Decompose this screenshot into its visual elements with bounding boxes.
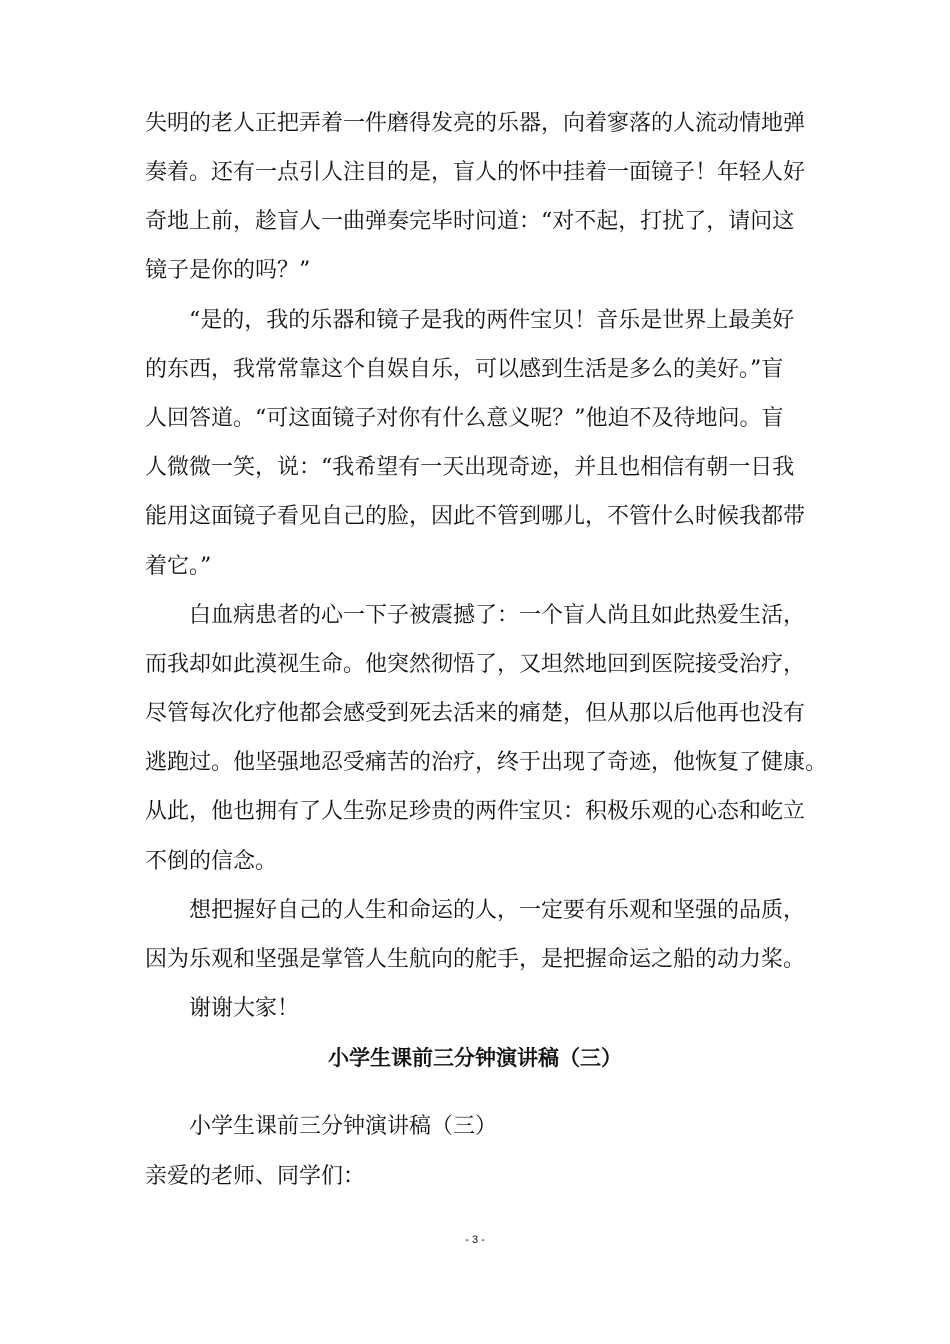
paragraph-3-line-4: 逃跑过。他坚强地忍受痛苦的治疗，终于出现了奇迹，他恢复了健康。 <box>145 750 828 775</box>
paragraph-2-line-3: 人回答道。“可这面镜子对你有什么意义呢？”他迫不及待地问。盲 <box>145 406 784 431</box>
paragraph-3-line-1: 白血病患者的心一下子被震撼了：一个盲人尚且如此热爱生活， <box>189 603 806 628</box>
page-number: - 3 - <box>465 1234 485 1246</box>
paragraph-2-line-2: 的东西，我常常靠这个自娱自乐，可以感到生活是多么的美好。”盲 <box>145 357 784 382</box>
closing-text: 谢谢大家！ <box>189 996 300 1021</box>
paragraph-1-line-3: 奇地上前，趁盲人一曲弹奏完毕时问道：“对不起，打扰了，请问这 <box>145 209 795 234</box>
section-title: 小学生课前三分钟演讲稿（三） <box>328 1046 622 1070</box>
paragraph-2-line-4: 人微微一笑，说：“我希望有一天出现奇迹，并且也相信有朝一日我 <box>145 455 795 480</box>
section-subtitle: 小学生课前三分钟演讲稿（三） <box>189 1114 498 1139</box>
paragraph-2-line-5: 能用这面镜子看见自己的脸，因此不管到哪儿，不管什么时候我都带 <box>145 504 806 529</box>
paragraph-1-line-2: 奏着。还有一点引人注目的是，盲人的怀中挂着一面镜子！年轻人好 <box>145 160 806 185</box>
paragraph-3-line-5: 从此，他也拥有了人生弥足珍贵的两件宝贝：积极乐观的心态和屹立 <box>145 799 806 824</box>
paragraph-1-line-4: 镜子是你的吗？” <box>145 258 311 283</box>
paragraph-1-line-1: 失明的老人正把弄着一件磨得发亮的乐器，向着寥落的人流动情地弹 <box>145 111 806 136</box>
paragraph-4-line-1: 想把握好自己的人生和命运的人，一定要有乐观和坚强的品质， <box>189 898 806 923</box>
paragraph-3-line-6: 不倒的信念。 <box>145 849 278 874</box>
paragraph-2-line-1: “是的，我的乐器和镜子是我的两件宝贝！音乐是世界上最美好 <box>189 308 795 333</box>
salutation: 亲爱的老师、同学们： <box>145 1164 366 1189</box>
paragraph-2-line-6: 着它。” <box>145 554 212 579</box>
paragraph-4-line-2: 因为乐观和坚强是掌管人生航向的舵手，是把握命运之船的动力桨。 <box>145 947 806 972</box>
paragraph-3-line-3: 尽管每次化疗他都会感受到死去活来的痛楚，但从那以后他再也没有 <box>145 701 806 726</box>
paragraph-3-line-2: 而我却如此漠视生命。他突然彻悟了，又坦然地回到医院接受治疗， <box>145 652 806 677</box>
